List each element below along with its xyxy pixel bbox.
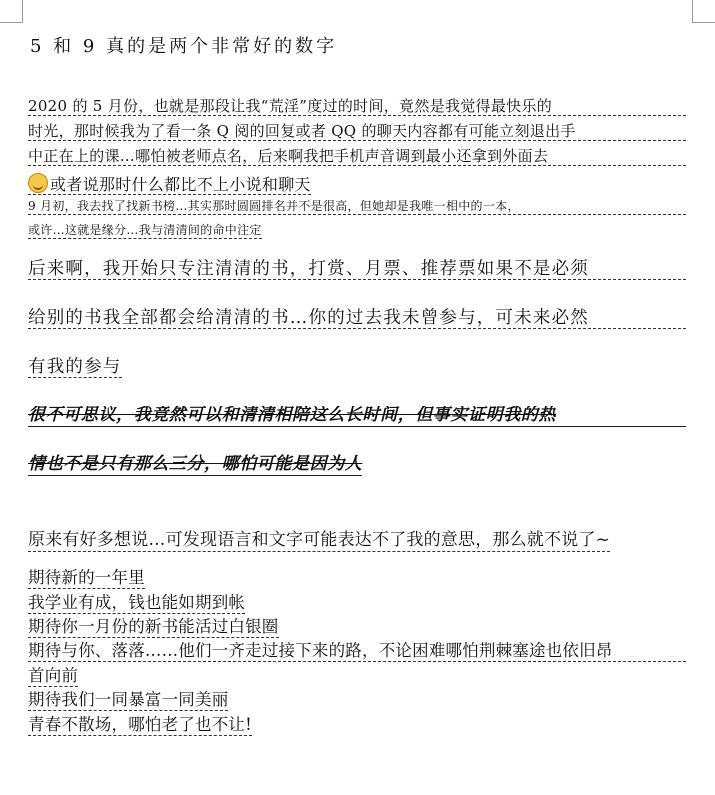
paragraph1-line4: 或者说那时什么都比不上小说和聊天 <box>50 175 311 194</box>
paragraph1-line6: 或许…这就是缘分…我与清清间的命中注定 <box>28 223 262 237</box>
paragraph5-line5: 首向前 <box>28 666 79 685</box>
paragraph1-line3: 中正在上的课…哪怕被老师点名，后来啊我把手机声音调到最小还拿到外面去 <box>28 148 686 166</box>
paragraph5-line3: 期待你一月份的新书能活过白银圈 <box>28 617 279 636</box>
crop-mark-top-right <box>692 0 715 23</box>
paragraph3-line1 <box>28 406 686 427</box>
paragraph3-line2-text: 情也不是只有那么三分，哪怕可能是因为人 <box>28 454 363 474</box>
paragraph1-line5: 9 月初，我去找了找新书榜…其实那时圆圆排名并不是很高，但她却是我唯一相中的一本， <box>28 200 686 215</box>
paragraph2-line3: 有我的参与 <box>28 357 122 377</box>
document-title: 5 和 9 真的是两个非常好的数字 <box>30 36 338 57</box>
paragraph3-line1-text: 很不可思议，我竟然可以和清清相陪这么长时间，但事实证明我的热 <box>28 406 556 425</box>
paragraph5-line6: 期待我们一同暴富一同美丽 <box>28 690 229 709</box>
paragraph2-line1: 后来啊，我开始只专注清清的书，打赏、月票、推荐票如果不是必须 <box>28 259 686 280</box>
paragraph3-line2 <box>28 455 362 476</box>
laughing-tears-emoji-icon <box>28 173 48 193</box>
paragraph1-line2: 时光，那时候我为了看一条 Q 阅的回复或者 QQ 的聊天内容都有可能立刻退出手 <box>28 123 686 141</box>
paragraph1-line4-wrap <box>28 173 311 195</box>
paragraph1-line1: 2020 的 5 月份，也就是那段让我“荒淫”度过的时间，竟然是我觉得最快乐的 <box>28 98 686 116</box>
paragraph2-line2: 给别的书我全部都会给清清的书…你的过去我未曾参与，可未来必然 <box>28 308 686 329</box>
paragraph4-line1: 原来有好多想说…可发现语言和文字可能表达不了我的意思，那么就不说了~ <box>28 530 611 550</box>
paragraph5-line7: 青春不散场，哪怕老了也不让! <box>28 715 252 734</box>
paragraph5-line1: 期待新的一年里 <box>28 568 145 587</box>
crop-mark-top-left <box>0 0 23 23</box>
paragraph5-line2: 我学业有成，钱也能如期到帐 <box>28 593 246 612</box>
paragraph5-line4: 期待与你、落落……他们一齐走过接下来的路，不论困难哪怕荆棘塞途也依旧昂 <box>28 642 686 662</box>
